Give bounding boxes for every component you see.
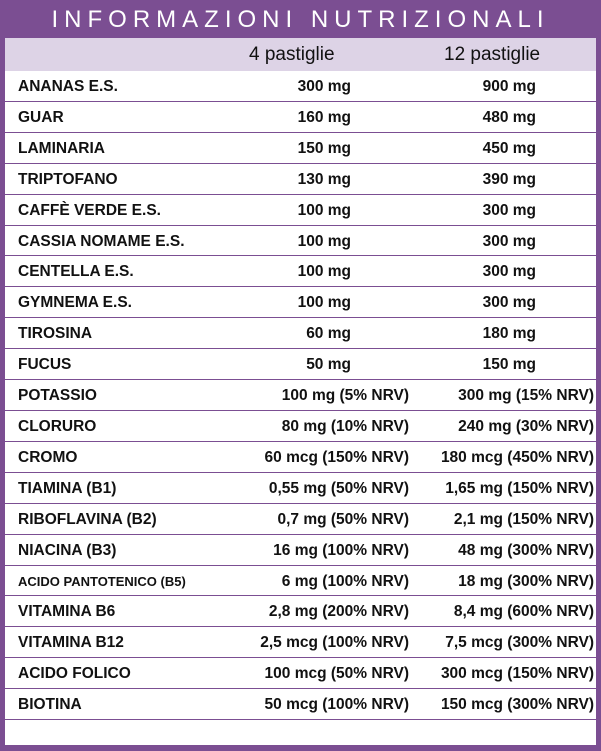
value-12-tablets: 450 mg <box>482 139 536 157</box>
table-row <box>5 318 596 349</box>
value-4-tablets: 50 mg <box>306 356 351 374</box>
nutrient-name: GUAR <box>18 108 64 126</box>
nutrient-name: ACIDO FOLICO <box>18 665 131 683</box>
nutrient-name: VITAMINA B6 <box>18 603 116 621</box>
nutrient-name: POTASSIO <box>18 387 97 405</box>
value-12-tablets: 48 mg (300% NRV) <box>458 541 594 559</box>
value-12-tablets: 2,1 mg (150% NRV) <box>453 510 594 528</box>
table-row <box>5 658 596 689</box>
table-title: INFORMAZIONI NUTRIZIONALI <box>0 0 601 38</box>
table-row <box>5 689 596 720</box>
nutrient-name: TIROSINA <box>18 325 93 343</box>
nutrient-name: GYMNEMA E.S. <box>18 294 132 312</box>
table-row <box>5 627 596 658</box>
nutrient-name: TIAMINA (B1) <box>18 479 117 497</box>
nutrient-name: LAMINARIA <box>18 139 105 157</box>
value-4-tablets: 300 mg <box>297 78 351 95</box>
value-12-tablets: 1,65 mg (150% NRV) <box>445 479 594 497</box>
value-4-tablets: 50 mcg (100% NRV) <box>264 696 409 714</box>
value-12-tablets: 300 mg <box>482 294 536 312</box>
table-row <box>5 164 596 195</box>
value-12-tablets: 900 mg <box>482 78 536 95</box>
nutrient-name: RIBOFLAVINA (B2) <box>18 510 157 528</box>
column-header-12-tablets: 12 pastiglie <box>444 44 541 65</box>
table-row <box>5 442 596 473</box>
value-4-tablets: 16 mg (100% NRV) <box>273 541 409 559</box>
value-4-tablets: 0,7 mg (50% NRV) <box>277 510 409 528</box>
value-12-tablets: 480 mg <box>482 108 536 126</box>
value-4-tablets: 100 mg <box>297 201 351 219</box>
value-12-tablets: 180 mcg (450% NRV) <box>440 448 594 466</box>
table-row <box>5 256 596 287</box>
value-12-tablets: 300 mg <box>482 263 536 281</box>
value-4-tablets: 2,5 mcg (100% NRV) <box>260 634 409 652</box>
value-4-tablets: 100 mg <box>297 294 351 312</box>
nutrient-name: ANANAS E.S. <box>18 78 118 95</box>
nutrient-name: BIOTINA <box>18 696 82 714</box>
value-12-tablets: 300 mcg (150% NRV) <box>440 665 594 683</box>
value-4-tablets: 100 mg <box>297 232 351 250</box>
table-row <box>5 411 596 442</box>
value-4-tablets: 2,8 mg (200% NRV) <box>268 603 409 621</box>
value-4-tablets: 160 mg <box>297 108 351 126</box>
value-12-tablets: 390 mg <box>482 170 536 188</box>
nutrient-name: ACIDO PANTOTENICO (B5) <box>18 573 186 589</box>
value-12-tablets: 7,5 mcg (300% NRV) <box>445 634 594 652</box>
value-4-tablets: 80 mg (10% NRV) <box>281 417 409 435</box>
column-header-row <box>5 38 596 71</box>
value-12-tablets: 150 mcg (300% NRV) <box>440 696 594 714</box>
value-12-tablets: 300 mg <box>482 201 536 219</box>
nutrient-name: CROMO <box>18 448 78 466</box>
value-4-tablets: 6 mg (100% NRV) <box>281 572 409 590</box>
value-12-tablets: 8,4 mg (600% NRV) <box>453 603 594 621</box>
table-row <box>5 504 596 535</box>
table-row <box>5 535 596 566</box>
nutrient-name: VITAMINA B12 <box>18 634 124 652</box>
value-12-tablets: 300 mg <box>482 232 536 250</box>
table-row <box>5 195 596 226</box>
value-12-tablets: 240 mg (30% NRV) <box>458 417 594 435</box>
nutrition-table-body <box>5 71 596 720</box>
nutrient-name: CENTELLA E.S. <box>18 263 134 281</box>
value-12-tablets: 300 mg (15% NRV) <box>458 387 594 405</box>
nutrient-name: FUCUS <box>18 356 72 374</box>
value-4-tablets: 60 mcg (150% NRV) <box>264 448 409 466</box>
table-row <box>5 380 596 411</box>
table-row <box>5 566 596 597</box>
value-12-tablets: 150 mg <box>482 356 536 374</box>
value-12-tablets: 18 mg (300% NRV) <box>458 572 594 590</box>
nutrient-name: TRIPTOFANO <box>18 170 118 188</box>
value-4-tablets: 150 mg <box>297 139 351 157</box>
table-row <box>5 133 596 164</box>
nutrient-name: CAFFÈ VERDE E.S. <box>18 201 161 219</box>
value-4-tablets: 60 mg <box>306 325 351 343</box>
value-4-tablets: 130 mg <box>297 170 351 188</box>
table-row <box>5 287 596 318</box>
value-4-tablets: 100 mcg (50% NRV) <box>264 665 409 683</box>
value-12-tablets: 180 mg <box>482 325 536 343</box>
value-4-tablets: 100 mg (5% NRV) <box>281 387 409 405</box>
table-row <box>5 226 596 257</box>
value-4-tablets: 100 mg <box>297 263 351 281</box>
table-row <box>5 102 596 133</box>
table-row <box>5 473 596 504</box>
table-row <box>5 596 596 627</box>
value-4-tablets: 0,55 mg (50% NRV) <box>268 479 409 497</box>
nutrient-name: CASSIA NOMAME E.S. <box>18 232 185 250</box>
nutrient-name: NIACINA (B3) <box>18 541 117 559</box>
column-header-4-tablets: 4 pastiglie <box>249 44 335 65</box>
table-row <box>5 71 596 102</box>
nutrient-name: CLORURO <box>18 417 97 435</box>
table-row <box>5 349 596 380</box>
